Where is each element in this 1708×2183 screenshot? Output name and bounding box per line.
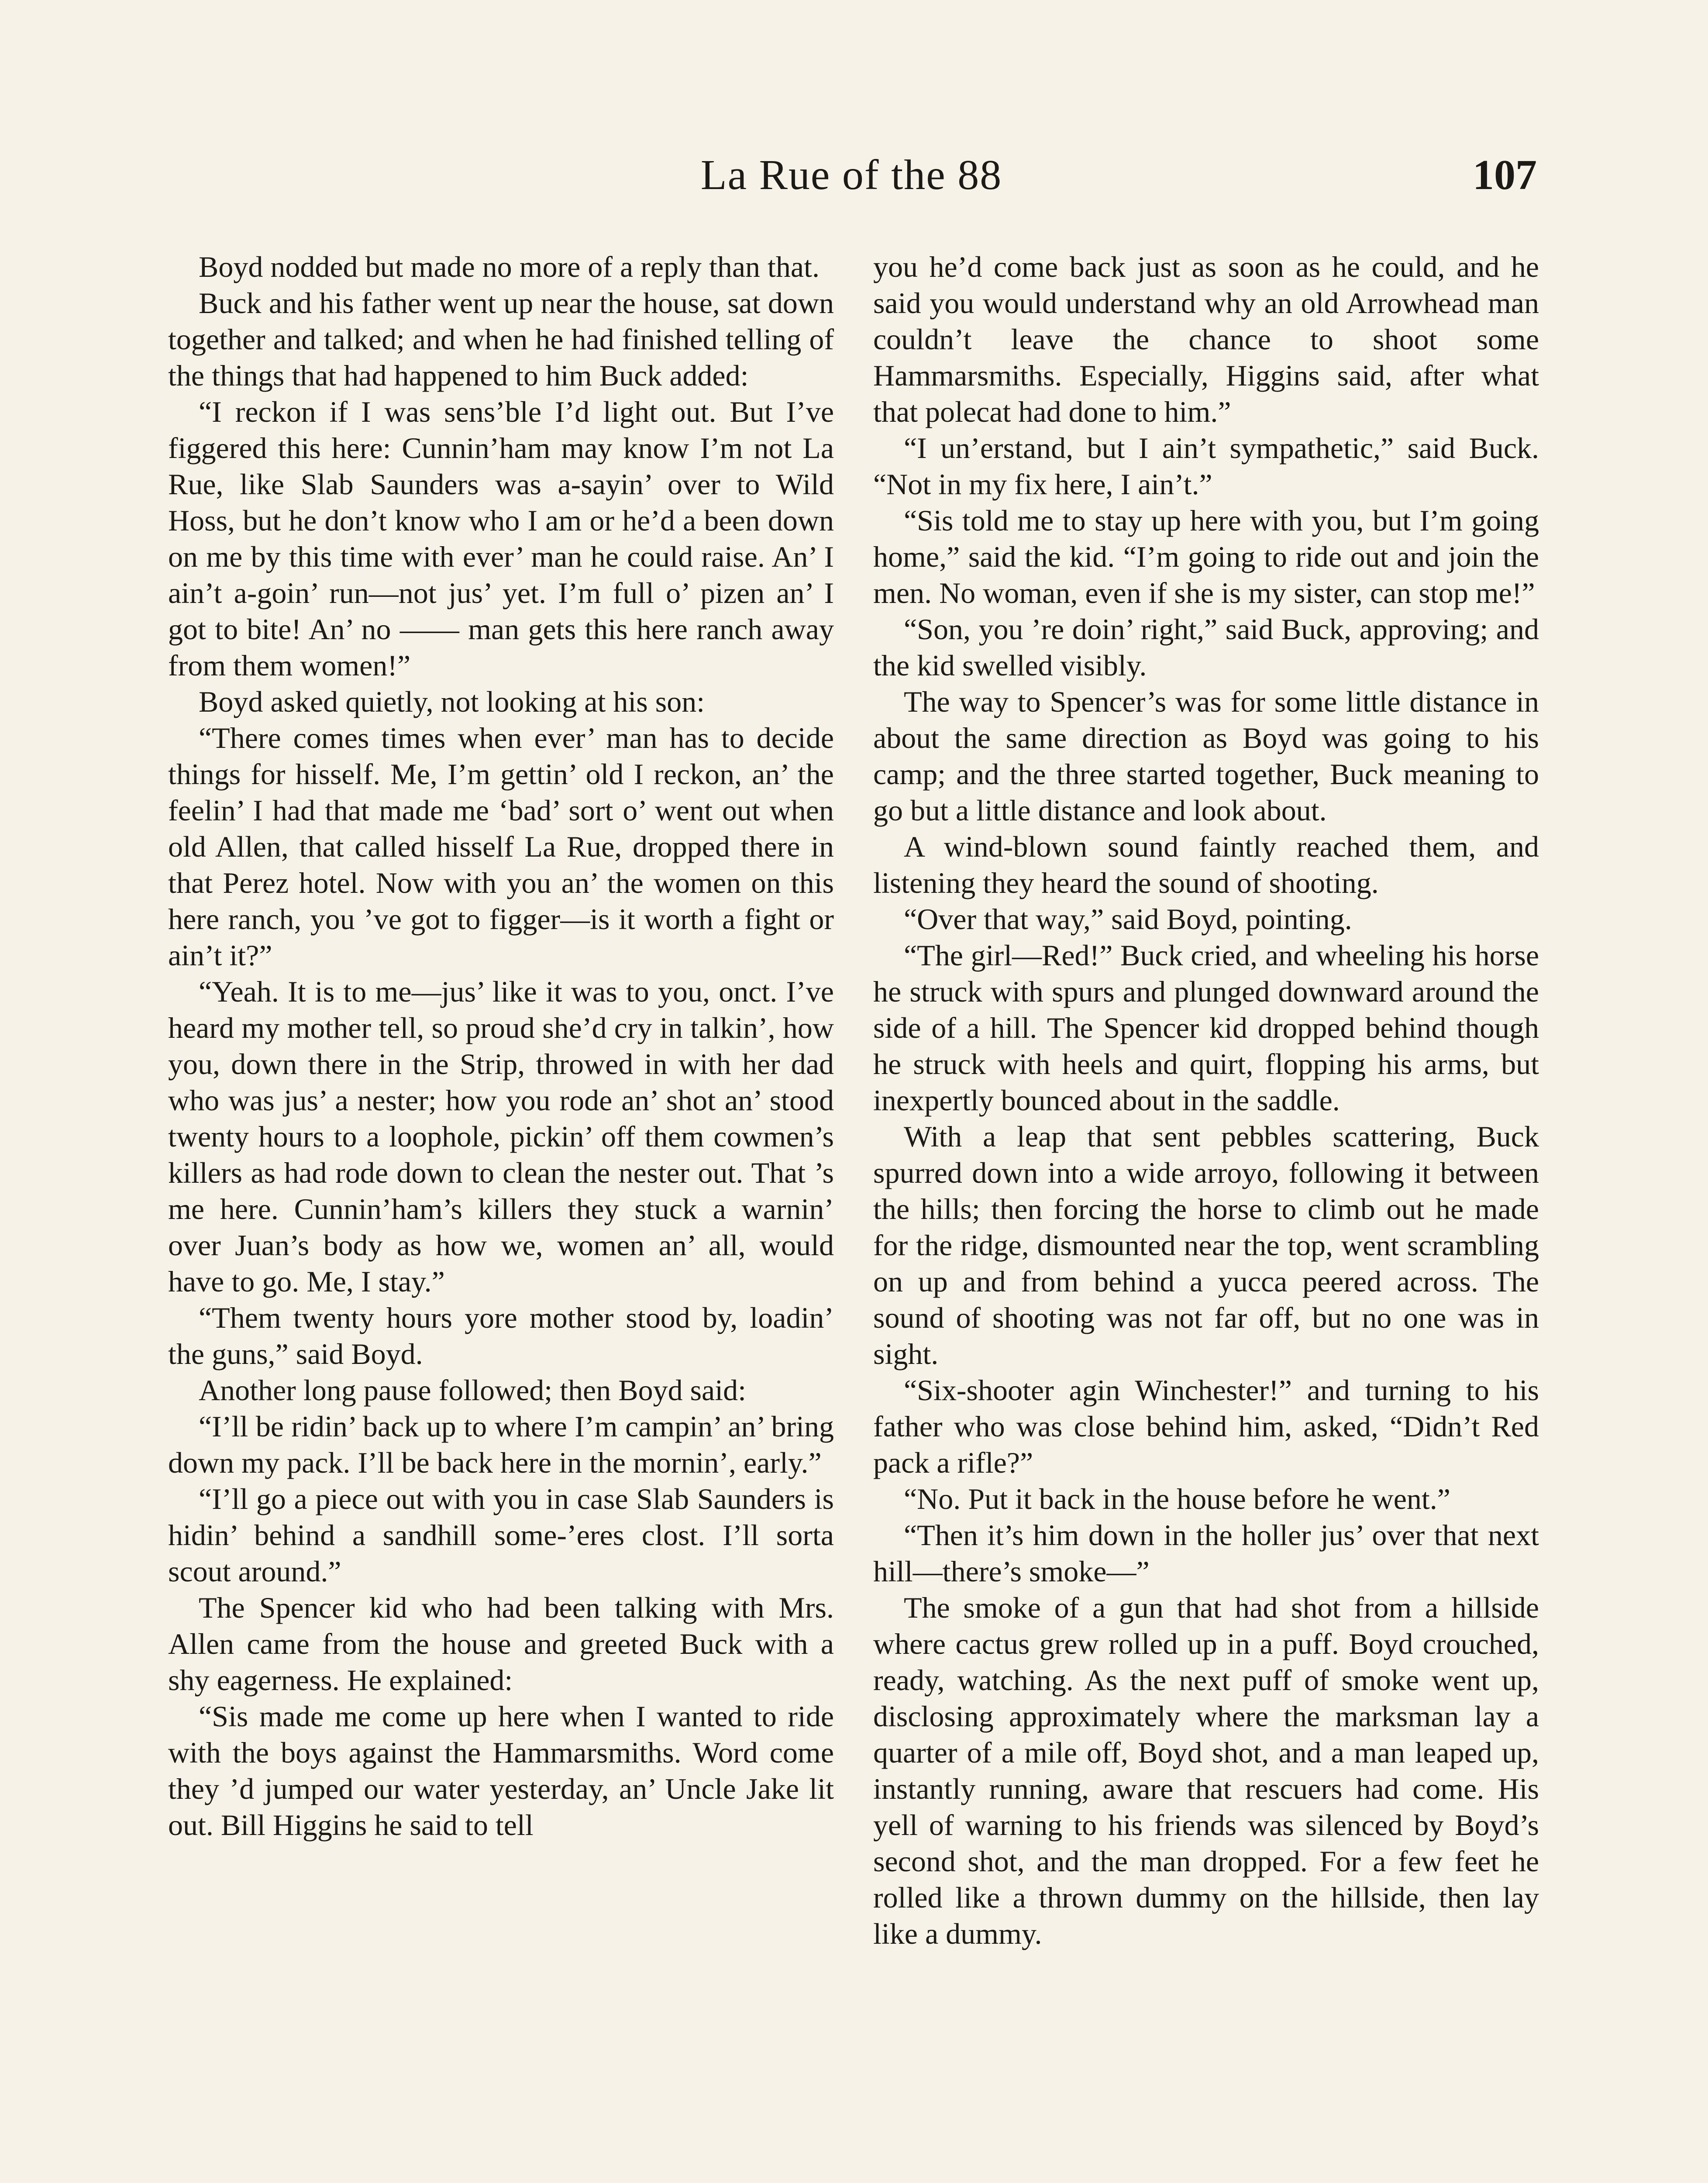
running-title: La Rue of the 88	[700, 152, 1002, 199]
left-column	[168, 249, 834, 1843]
paragraph: “I’ll go a piece out with you in case Slab Saunders is hidin’ behind a sandhill some-’eres clost. I’ll sorta scout around.”	[168, 1482, 834, 1588]
paragraph: With a leap that sent pebbles scattering, Buck spurred down into a wide arroyo, following it between the hills; then forcing the horse to climb out he made for the ridge, dismounted near the top, went scrambling on up and from behind a yucca peered across. The sound of shooting was not far off, but no one was in sight.	[873, 1120, 1539, 1370]
paragraph: Boyd nodded but made no more of a reply than that.	[199, 250, 820, 283]
paragraph: “Sis made me come up here when I wanted to ride with the boys against the Hammarsmiths. Word come they ’d jumped our water yesterday, an’ Uncle Jake lit out. Bill Higgins he said to tell	[168, 1700, 834, 1842]
paragraph: The way to Spencer’s was for some little distance in about the same direction as Boyd was going to his camp; and the three started together, Buck meaning to go but a little distance and look about.	[873, 685, 1539, 827]
paragraph: Buck and his father went up near the house, sat down together and talked; and when he had finished telling of the things that had happened to him Buck added:	[168, 286, 834, 392]
paragraph: The smoke of a gun that had shot from a hillside where cactus grew rolled up in a puff. Boyd crouched, ready, watching. As the next puff of smoke went up, disclosing approximately where the marksman lay a quarter of a mile off, Boyd shot, and a man leaped up, instantly running, aware that rescuers had come. His yell of warning to his friends was silenced by Boyd’s second shot, and the man dropped. For a few feet he rolled like a thrown dummy on the hillside, then lay like a dummy.	[873, 1591, 1539, 1950]
paragraph: “The girl—Red!” Buck cried, and wheeling his horse he struck with spurs and plunged downward around the side of a hill. The Spencer kid dropped behind though he struck with heels and quirt, flopping his arms, but inexpertly bounced about in the saddle.	[873, 939, 1539, 1117]
paragraph: “Them twenty hours yore mother stood by, loadin’ the guns,” said Boyd.	[168, 1301, 834, 1370]
paragraph: Another long pause followed; then Boyd said:	[199, 1374, 747, 1407]
paragraph: “Then it’s him down in the holler jus’ over that next hill—there’s smoke—”	[873, 1518, 1539, 1588]
paragraph: “There comes times when ever’ man has to decide things for hisself. Me, I’m gettin’ old I reckon, an’ the feelin’ I had that made me ‘bad’ sort o’ went out when old Allen, that called hisself La Rue, dropped there in that Perez hotel. Now with you an’ the women on this here ranch, you ’ve got to figger—is it worth a fight or ain’t it?”	[168, 721, 834, 972]
paragraph: “Son, you ’re doin’ right,” said Buck, approving; and the kid swelled visibly.	[873, 613, 1539, 682]
paragraph: A wind-blown sound faintly reached them, and listening they heard the sound of shooting.	[873, 830, 1539, 899]
paragraph: “I un’erstand, but I ain’t sympathetic,” said Buck. “Not in my fix here, I ain’t.”	[873, 431, 1539, 501]
paragraph: The Spencer kid who had been talking with Mrs. Allen came from the house and greeted Buck with a shy eagerness. He explained:	[168, 1591, 834, 1697]
paragraph: “No. Put it back in the house before he went.”	[904, 1482, 1450, 1515]
paragraph-continued: you he’d come back just as soon as he could, and he said you would understand why an old Arrowhead man couldn’t leave the chance to shoot some Hammarsmiths. Especially, Higgins said, after what that polecat had done to him.”	[873, 250, 1539, 428]
paragraph: “Yeah. It is to me—jus’ like it was to you, onct. I’ve heard my mother tell, so proud she’d cry in talkin’, how you, down there in the Strip, throwed in with her dad who was jus’ a nester; how you rode an’ shot an’ stood twenty hours to a loophole, pickin’ off them cowmen’s killers as had rode down to clean the nester out. That ’s me here. Cunnin’ham’s killers they stuck a warnin’ over Juan’s body as how we, women an’ all, would have to go. Me, I stay.”	[168, 975, 834, 1298]
running-head	[166, 151, 1537, 203]
paragraph: “Sis told me to stay up here with you, but I’m going home,” said the kid. “I’m going to ride out and join the men. No woman, even if she is my sister, can stop me!”	[873, 504, 1539, 609]
right-column	[873, 249, 1539, 1952]
paragraph: “I’ll be ridin’ back up to where I’m campin’ an’ bring down my pack. I’ll be back here in the mornin’, early.”	[168, 1410, 834, 1479]
paragraph: “Six-shooter agin Winchester!” and turning to his father who was close behind him, asked, “Didn’t Red pack a rifle?”	[873, 1374, 1539, 1479]
paragraph: “I reckon if I was sens’ble I’d light out. But I’ve figgered this here: Cunnin’ham may know I’m not La Rue, like Slab Saunders was a-sayin’ over to Wild Hoss, but he don’t know who I am or he’d a been down on me by this time with ever’ man he could raise. An’ I ain’t a-goin’ run—not jus’ yet. I’m full o’ pizen an’ I got to bite! An’ no —— man gets this here ranch away from them women!”	[168, 395, 834, 682]
page-number: 107	[1473, 152, 1537, 199]
paragraph: Boyd asked quietly, not looking at his son:	[199, 685, 705, 718]
paragraph: “Over that way,” said Boyd, pointing.	[904, 902, 1352, 936]
